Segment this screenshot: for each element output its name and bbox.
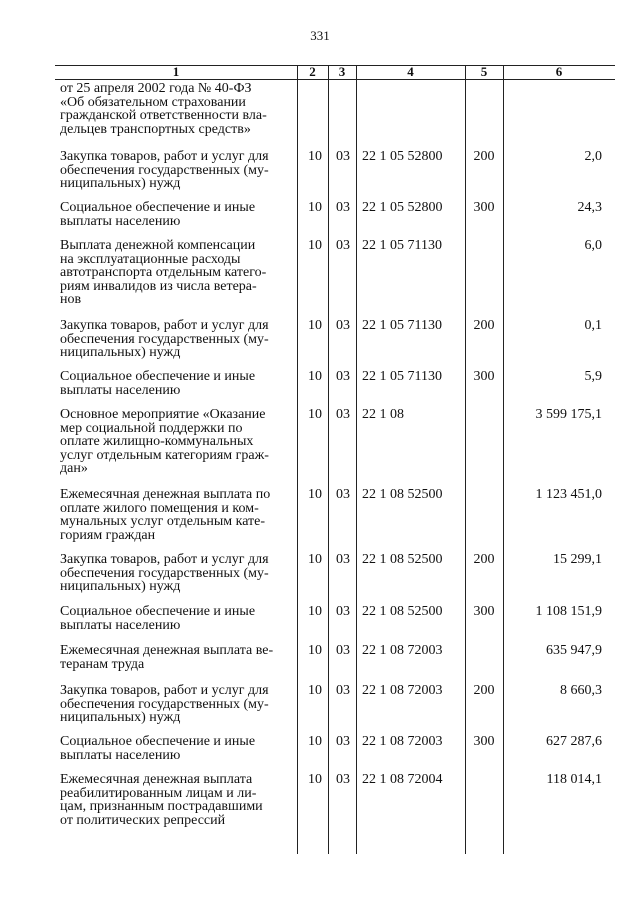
subsection-code: 03 — [336, 487, 350, 502]
column-divider — [465, 65, 466, 854]
section-code: 10 — [308, 643, 322, 658]
row-description: Закупка товаров, работ и услуг для обеспечения государственных (му- ниципальных) нужд — [60, 149, 269, 191]
subsection-code: 03 — [336, 734, 350, 749]
target-item-code: 22 1 05 71130 — [362, 369, 442, 384]
subsection-code: 03 — [336, 683, 350, 698]
table-header-border — [55, 79, 615, 80]
row-description: Социальное обеспечение и иные выплаты населению — [60, 734, 256, 763]
amount: 1 123 451,0 — [535, 487, 602, 502]
column-divider — [356, 65, 357, 854]
expense-type-code: 200 — [473, 552, 495, 567]
target-item-code: 22 1 08 — [362, 407, 404, 422]
row-description: Ежемесячная денежная выплата по оплате жилого помещения и ком- мунальных услуг отдельным кате- гориям граждан — [60, 487, 271, 543]
expense-type-code: 200 — [473, 318, 495, 333]
row-description: Социальное обеспечение и иные выплаты населению — [60, 369, 256, 398]
subsection-code: 03 — [336, 369, 350, 384]
expense-type-code: 200 — [473, 149, 495, 164]
subsection-code: 03 — [336, 407, 350, 422]
row-description: Основное мероприятие «Оказание мер социальной поддержки по оплате жилищно-коммунальных услуг отдельным категориям граж- дан» — [60, 407, 269, 476]
expense-type-code: 300 — [473, 200, 495, 215]
section-code: 10 — [308, 604, 322, 619]
row-description: Ежемесячная денежная выплата ве- теранам труда — [60, 643, 274, 672]
subsection-code: 03 — [336, 318, 350, 333]
section-code: 10 — [308, 772, 322, 787]
row-description: Социальное обеспечение и иные выплаты населению — [60, 200, 256, 229]
section-code: 10 — [308, 734, 322, 749]
target-item-code: 22 1 05 52800 — [362, 200, 443, 215]
section-code: 10 — [308, 200, 322, 215]
section-code: 10 — [308, 238, 322, 253]
target-item-code: 22 1 05 52800 — [362, 149, 443, 164]
expense-type-code: 300 — [473, 734, 495, 749]
target-item-code: 22 1 08 72003 — [362, 683, 443, 698]
subsection-code: 03 — [336, 149, 350, 164]
amount: 3 599 175,1 — [535, 407, 602, 422]
target-item-code: 22 1 05 71130 — [362, 318, 442, 333]
section-code: 10 — [308, 407, 322, 422]
section-code: 10 — [308, 683, 322, 698]
column-header: 3 — [338, 64, 346, 79]
subsection-code: 03 — [336, 604, 350, 619]
section-code: 10 — [308, 318, 322, 333]
target-item-code: 22 1 08 72003 — [362, 643, 443, 658]
section-code: 10 — [308, 552, 322, 567]
expense-type-code: 300 — [473, 369, 495, 384]
amount: 635 947,9 — [546, 643, 602, 658]
row-description: Выплата денежной компенсации на эксплуатационные расходы автотранспорта отдельным катего- риям инвалидов из числа ветера- нов — [60, 238, 267, 307]
amount: 118 014,1 — [546, 772, 602, 787]
column-divider — [503, 65, 504, 854]
column-header: 5 — [480, 64, 488, 79]
expense-type-code: 300 — [473, 604, 495, 619]
row-description: Закупка товаров, работ и услуг для обеспечения государственных (му- ниципальных) нужд — [60, 552, 269, 594]
subsection-code: 03 — [336, 552, 350, 567]
subsection-code: 03 — [336, 772, 350, 787]
amount: 2,0 — [584, 149, 602, 164]
amount: 1 108 151,9 — [535, 604, 602, 619]
section-code: 10 — [308, 487, 322, 502]
row-description: от 25 апреля 2002 года № 40-ФЗ «Об обязательном страховании гражданской ответственности вла- дельцев транспортных средств» — [60, 81, 267, 137]
column-header: 4 — [407, 64, 414, 79]
target-item-code: 22 1 08 72004 — [362, 772, 443, 787]
expense-type-code: 200 — [473, 683, 495, 698]
section-code: 10 — [308, 369, 322, 384]
amount: 0,1 — [584, 318, 602, 333]
column-divider — [297, 65, 298, 854]
subsection-code: 03 — [336, 238, 350, 253]
target-item-code: 22 1 08 72003 — [362, 734, 443, 749]
amount: 5,9 — [584, 369, 602, 384]
row-description: Закупка товаров, работ и услуг для обеспечения государственных (му- ниципальных) нужд — [60, 318, 269, 360]
subsection-code: 03 — [336, 643, 350, 658]
target-item-code: 22 1 08 52500 — [362, 552, 443, 567]
column-header: 2 — [309, 64, 316, 79]
target-item-code: 22 1 08 52500 — [362, 604, 443, 619]
page-number: 331 — [310, 28, 330, 43]
amount: 24,3 — [577, 200, 602, 215]
column-header: 6 — [555, 64, 563, 79]
section-code: 10 — [308, 149, 322, 164]
row-description: Социальное обеспечение и иные выплаты населению — [60, 604, 256, 633]
target-item-code: 22 1 05 71130 — [362, 238, 442, 253]
column-header: 1 — [172, 64, 180, 79]
amount: 8 660,3 — [560, 683, 602, 698]
row-description: Ежемесячная денежная выплата реабилитированным лицам и ли- цам, признанным пострадавшими от политических репрессий — [60, 772, 263, 828]
amount: 15 299,1 — [553, 552, 602, 567]
target-item-code: 22 1 08 52500 — [362, 487, 443, 502]
column-divider — [328, 65, 329, 854]
row-description: Закупка товаров, работ и услуг для обеспечения государственных (му- ниципальных) нужд — [60, 683, 269, 725]
subsection-code: 03 — [336, 200, 350, 215]
amount: 627 287,6 — [546, 734, 602, 749]
amount: 6,0 — [584, 238, 602, 253]
